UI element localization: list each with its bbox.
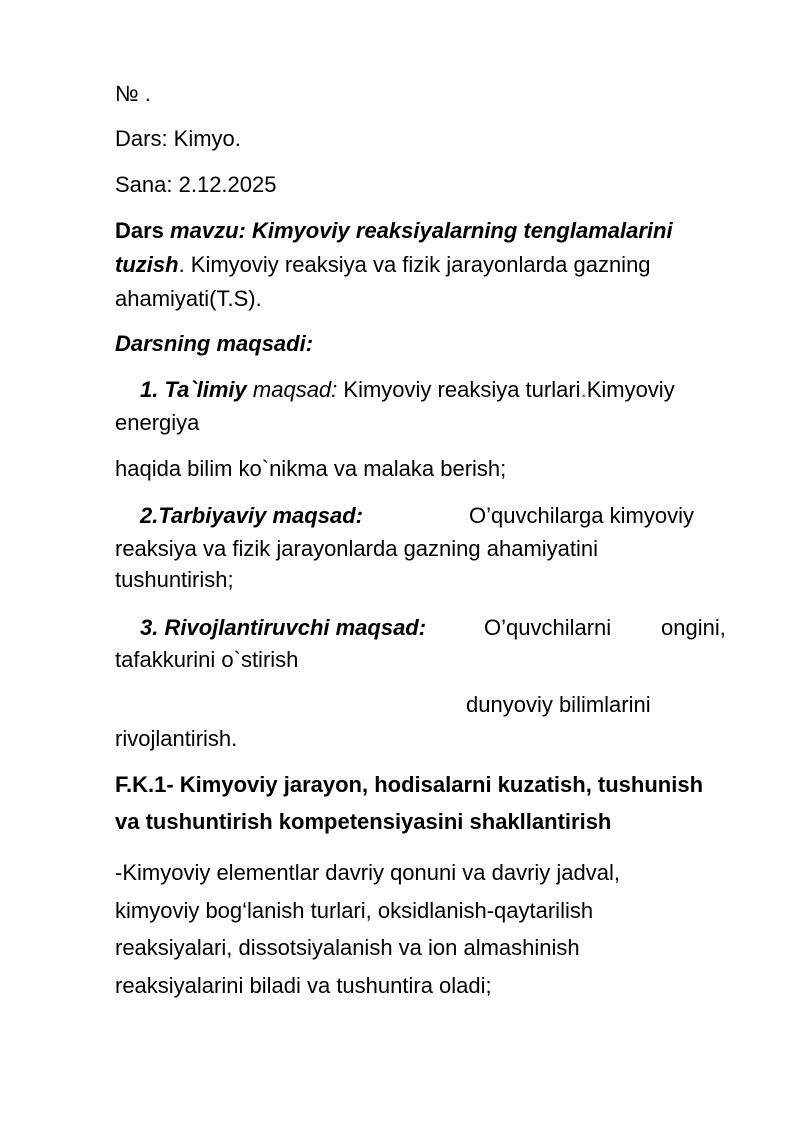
description-line-1: -Kimyoviy elementlar davriy qonuni va davriy jadval,: [115, 860, 620, 885]
goal-1-line-1: [140, 376, 675, 404]
topic-rest: . Kimyoviy reaksiya va fizik jarayonlarda gazning: [178, 252, 651, 277]
goal-1-text-b: Kimyoviy: [586, 377, 675, 402]
description-line-4: reaksiyalarini biladi va tushuntira oladi;: [115, 973, 492, 998]
goals-heading: Darsning maqsadi:: [115, 331, 314, 356]
topic-title-line-2: [115, 251, 651, 279]
topic-label-italic: mavzu:: [170, 218, 246, 243]
lesson-line: Dars: Kimyo.: [115, 126, 241, 151]
goal-2-line-3: tushuntirish;: [115, 567, 234, 592]
goal-3-line-1: [140, 614, 426, 642]
number-line: № .: [115, 81, 151, 106]
goal-3-line-4: rivojlantirish.: [115, 726, 238, 751]
topic-title-line-1: [115, 217, 673, 245]
goal-1-dot: .: [580, 377, 587, 402]
description-line-3: reaksiyalari, dissotsiyalanish va ion almashinish: [115, 935, 580, 960]
goal-2-label: 2.Tarbiyaviy maqsad:: [140, 503, 363, 528]
goal-1-line-3: haqida bilim ko`nikma va malaka berish;: [115, 456, 507, 481]
goal-2-text: O’quvchilarga kimyoviy: [469, 503, 694, 528]
goal-3-line-3: dunyoviy bilimlarini: [466, 692, 651, 717]
topic-label: Dars: [115, 218, 171, 243]
goal-1-label-italic: maqsad:: [246, 377, 338, 402]
competence-line-2: va tushuntirish kompetensiyasini shakllantirish: [115, 809, 612, 834]
competence-line-1: F.K.1- Kimyoviy jarayon, hodisalarni kuzatish, tushunish: [115, 772, 704, 797]
description-line-2: kimyoviy bog‘lanish turlari, oksidlanish-qaytarilish: [115, 898, 594, 923]
goal-3-text-b: ongini,: [661, 615, 726, 640]
goal-2-line-2: reaksiya va fizik jarayonlarda gazning ahamiyatini: [115, 536, 599, 561]
topic-rest-line-2: ahamiyati(T.S).: [115, 286, 262, 311]
goal-1-label: 1. Ta`limiy: [140, 377, 247, 402]
date-line: Sana: 2.12.2025: [115, 172, 277, 197]
topic-title-end: tuzish: [115, 252, 179, 277]
topic-title: Kimyoviy reaksiyalarning tenglamalarini: [245, 218, 673, 243]
goal-3-text-a: O’quvchilarni: [484, 615, 612, 640]
goal-3-label: 3. Rivojlantiruvchi maqsad:: [140, 615, 427, 640]
goal-3-line-2: tafakkurini o`stirish: [115, 647, 299, 672]
goal-1-text: Kimyoviy reaksiya turlari: [337, 377, 581, 402]
goal-1-line-2: energiya: [115, 410, 200, 435]
goal-2-line-1: [140, 502, 363, 530]
